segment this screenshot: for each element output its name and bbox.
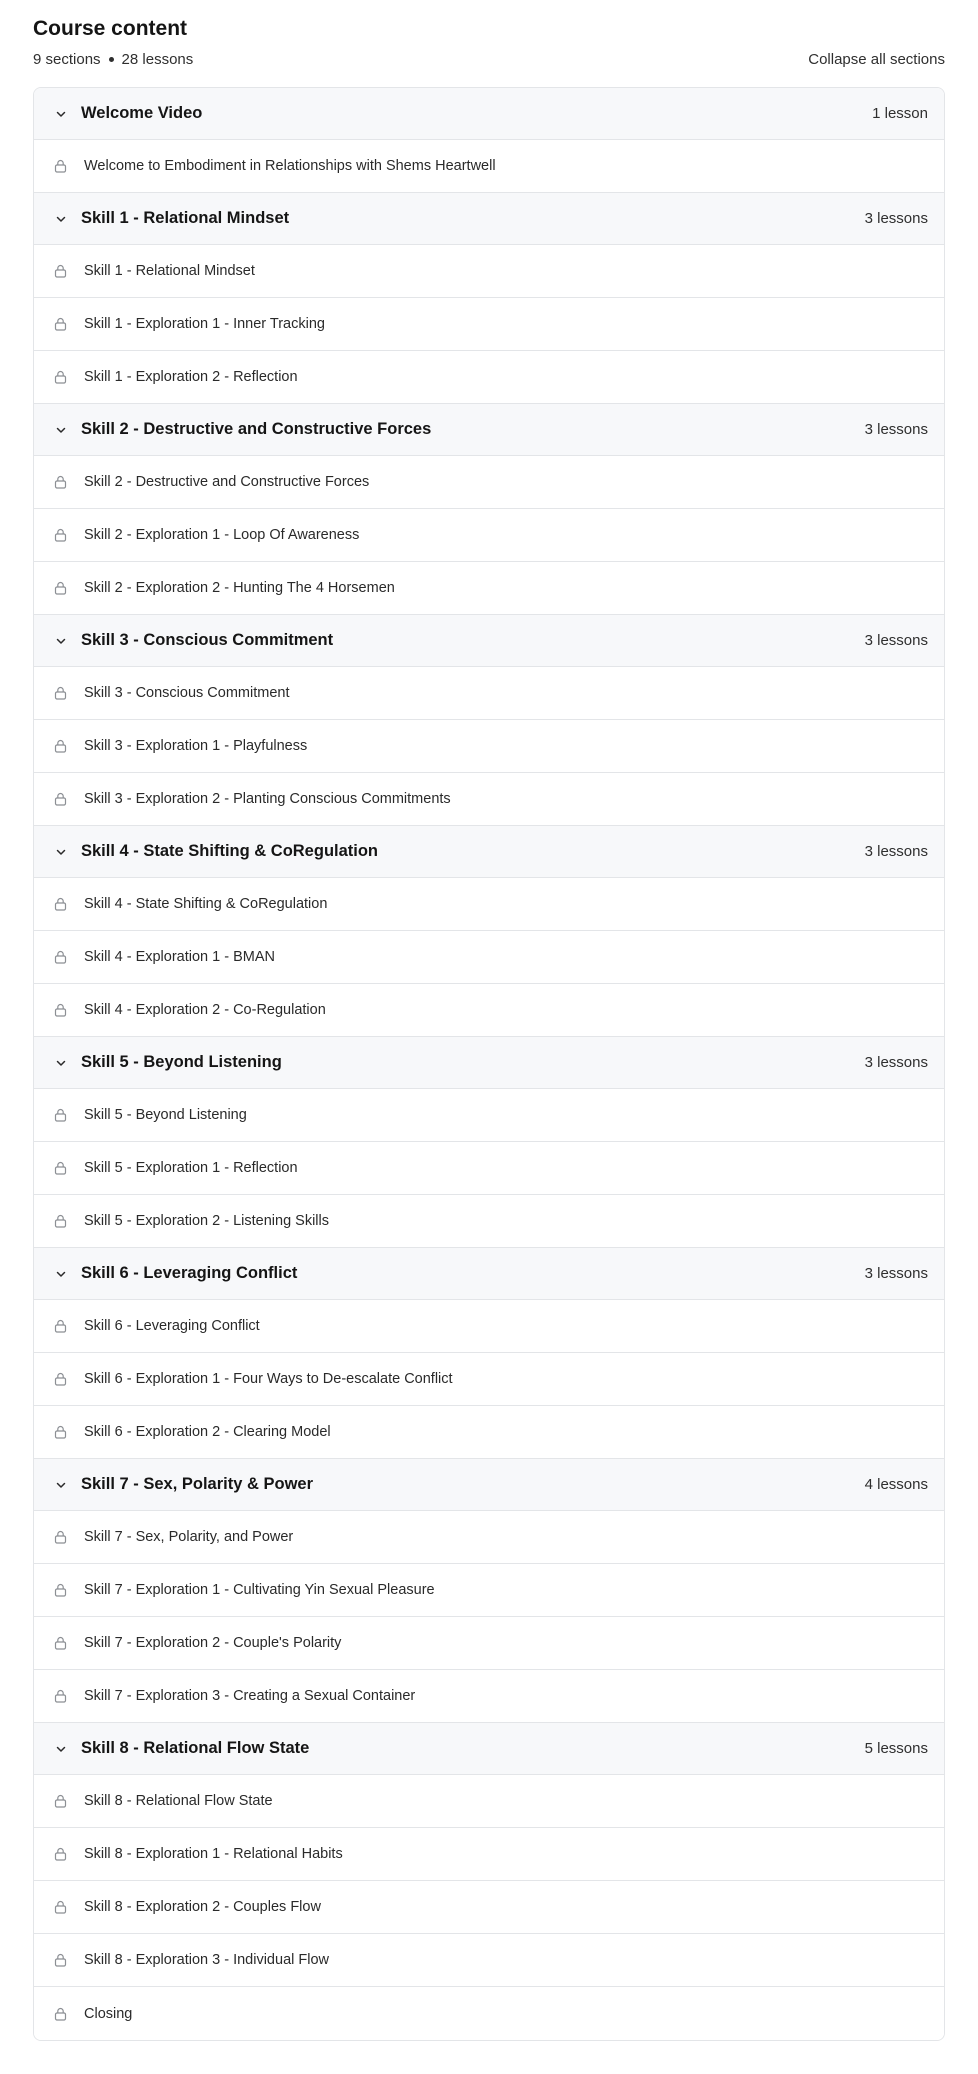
lesson-item[interactable] xyxy=(34,773,944,826)
lesson-title: Skill 5 - Exploration 2 - Listening Skills xyxy=(84,1213,329,1229)
lock-icon xyxy=(53,686,67,700)
lesson-title: Skill 8 - Exploration 3 - Individual Flow xyxy=(84,1952,329,1968)
lesson-title: Skill 8 - Exploration 2 - Couples Flow xyxy=(84,1899,321,1915)
lock-icon xyxy=(53,475,67,489)
lock-icon xyxy=(53,1319,67,1333)
lock-icon xyxy=(53,1161,67,1175)
lock-icon xyxy=(53,159,67,173)
section-lesson-count: 3 lessons xyxy=(864,843,928,860)
lock-icon xyxy=(53,1425,67,1439)
chevron-down-icon xyxy=(54,423,68,437)
section-header-6[interactable] xyxy=(34,1037,944,1089)
chevron-down-icon xyxy=(54,1267,68,1281)
lesson-title: Skill 7 - Exploration 2 - Couple's Polarity xyxy=(84,1635,342,1651)
lesson-item[interactable] xyxy=(34,351,944,404)
lesson-item[interactable] xyxy=(34,298,944,351)
lesson-title: Skill 1 - Relational Mindset xyxy=(84,263,255,279)
lesson-title: Skill 4 - Exploration 2 - Co-Regulation xyxy=(84,1002,326,1018)
section-lesson-count: 5 lessons xyxy=(864,1740,928,1757)
section-title: Skill 5 - Beyond Listening xyxy=(81,1053,282,1071)
chevron-down-icon xyxy=(54,1742,68,1756)
collapse-all-sections-button[interactable]: Collapse all sections xyxy=(808,50,945,68)
sections-panel xyxy=(33,87,945,2041)
section-header-8[interactable] xyxy=(34,1459,944,1511)
chevron-down-icon xyxy=(54,107,68,121)
lesson-title: Skill 1 - Exploration 2 - Reflection xyxy=(84,369,298,385)
lesson-title: Skill 3 - Conscious Commitment xyxy=(84,685,290,701)
lock-icon xyxy=(53,1847,67,1861)
section-lesson-count: 3 lessons xyxy=(864,1054,928,1071)
section-lesson-count: 3 lessons xyxy=(864,210,928,227)
chevron-down-icon xyxy=(54,634,68,648)
lesson-title: Skill 7 - Exploration 1 - Cultivating Yin Sexual Pleasure xyxy=(84,1582,435,1598)
lesson-title: Skill 1 - Exploration 1 - Inner Tracking xyxy=(84,316,325,332)
lesson-item[interactable] xyxy=(34,667,944,720)
lessons-count: 28 lessons xyxy=(121,50,194,68)
lesson-title: Skill 5 - Exploration 1 - Reflection xyxy=(84,1160,298,1176)
section-header-9[interactable] xyxy=(34,1723,944,1775)
lesson-title: Skill 4 - State Shifting & CoRegulation xyxy=(84,896,328,912)
page-title: Course content xyxy=(33,17,188,40)
lesson-item[interactable] xyxy=(34,720,944,773)
section-lesson-count: 3 lessons xyxy=(864,1265,928,1282)
section-title: Skill 7 - Sex, Polarity & Power xyxy=(81,1475,314,1493)
section-header-1[interactable] xyxy=(34,88,944,140)
lesson-title: Skill 6 - Leveraging Conflict xyxy=(84,1318,260,1334)
lesson-item[interactable] xyxy=(34,1511,944,1564)
lock-icon xyxy=(53,1689,67,1703)
lock-icon xyxy=(53,317,67,331)
lesson-title: Skill 2 - Destructive and Constructive Forces xyxy=(84,474,370,490)
chevron-down-icon xyxy=(54,212,68,226)
chevron-down-icon xyxy=(54,845,68,859)
lesson-title: Skill 7 - Exploration 3 - Creating a Sexual Container xyxy=(84,1688,416,1704)
section-header-3[interactable] xyxy=(34,404,944,456)
lock-icon xyxy=(53,897,67,911)
lock-icon xyxy=(53,792,67,806)
section-title: Welcome Video xyxy=(81,104,203,122)
section-title: Skill 1 - Relational Mindset xyxy=(81,209,290,227)
lock-icon xyxy=(53,1214,67,1228)
lesson-title: Skill 4 - Exploration 1 - BMAN xyxy=(84,949,275,965)
section-title: Skill 4 - State Shifting & CoRegulation xyxy=(81,842,379,860)
lesson-item[interactable] xyxy=(34,1775,944,1828)
lesson-title: Skill 8 - Exploration 1 - Relational Habits xyxy=(84,1846,343,1862)
lock-icon xyxy=(53,1900,67,1914)
lesson-item[interactable] xyxy=(34,1564,944,1617)
lesson-item[interactable] xyxy=(34,1934,944,1987)
chevron-down-icon xyxy=(54,1056,68,1070)
lock-icon xyxy=(53,264,67,278)
lesson-item[interactable] xyxy=(34,1089,944,1142)
lesson-title: Skill 6 - Exploration 1 - Four Ways to De-escalate Conflict xyxy=(84,1371,453,1387)
lesson-title: Closing xyxy=(84,2005,133,2022)
lock-icon xyxy=(53,950,67,964)
lock-icon xyxy=(53,1794,67,1808)
lesson-title: Skill 6 - Exploration 2 - Clearing Model xyxy=(84,1424,331,1440)
lock-icon xyxy=(53,1583,67,1597)
lesson-item[interactable] xyxy=(34,1142,944,1195)
course-summary xyxy=(33,51,193,68)
lock-icon xyxy=(53,2007,67,2021)
lesson-item[interactable] xyxy=(34,140,944,193)
section-lesson-count: 3 lessons xyxy=(864,632,928,649)
lock-icon xyxy=(53,739,67,753)
lesson-item[interactable] xyxy=(34,931,944,984)
lesson-item[interactable] xyxy=(34,1881,944,1934)
lesson-item[interactable] xyxy=(34,1828,944,1881)
section-header-4[interactable] xyxy=(34,615,944,667)
lesson-item[interactable] xyxy=(34,1300,944,1353)
lock-icon xyxy=(53,581,67,595)
section-title: Skill 3 - Conscious Commitment xyxy=(81,631,334,649)
lesson-item[interactable] xyxy=(34,456,944,509)
lesson-item[interactable] xyxy=(34,1987,944,2040)
lesson-item[interactable] xyxy=(34,1670,944,1723)
lesson-title: Skill 8 - Relational Flow State xyxy=(84,1793,273,1809)
lesson-item[interactable] xyxy=(34,509,944,562)
sections-count: 9 sections xyxy=(33,50,101,68)
lock-icon xyxy=(53,1372,67,1386)
lock-icon xyxy=(53,1953,67,1967)
lock-icon xyxy=(53,1108,67,1122)
course-meta-row xyxy=(33,48,945,70)
lock-icon xyxy=(53,1636,67,1650)
lesson-title: Skill 2 - Exploration 2 - Hunting The 4 Horsemen xyxy=(84,580,395,596)
lock-icon xyxy=(53,1530,67,1544)
section-header-7[interactable] xyxy=(34,1248,944,1300)
section-lesson-count: 4 lessons xyxy=(864,1476,928,1493)
section-lesson-count: 1 lesson xyxy=(872,105,928,122)
lesson-item[interactable] xyxy=(34,562,944,615)
lesson-item[interactable] xyxy=(34,1195,944,1248)
lock-icon xyxy=(53,528,67,542)
lesson-title: Skill 7 - Sex, Polarity, and Power xyxy=(84,1529,294,1545)
lesson-item[interactable] xyxy=(34,1353,944,1406)
lesson-title: Skill 2 - Exploration 1 - Loop Of Awareness xyxy=(84,527,360,543)
lesson-title: Skill 5 - Beyond Listening xyxy=(84,1107,247,1123)
lesson-title: Skill 3 - Exploration 2 - Planting Conscious Commitments xyxy=(84,791,451,807)
lock-icon xyxy=(53,370,67,384)
lock-icon xyxy=(53,1003,67,1017)
lesson-item[interactable] xyxy=(34,984,944,1037)
section-lesson-count: 3 lessons xyxy=(864,421,928,438)
section-title: Skill 6 - Leveraging Conflict xyxy=(81,1264,298,1282)
section-title: Skill 8 - Relational Flow State xyxy=(81,1739,310,1757)
lesson-item[interactable] xyxy=(34,1617,944,1670)
lesson-title: Welcome to Embodiment in Relationships with Shems Heartwell xyxy=(84,158,496,174)
section-header-5[interactable] xyxy=(34,826,944,878)
chevron-down-icon xyxy=(54,1478,68,1492)
lesson-item[interactable] xyxy=(34,1406,944,1459)
section-title: Skill 2 - Destructive and Constructive Forces xyxy=(81,420,432,438)
lesson-item[interactable] xyxy=(34,878,944,931)
lesson-title: Skill 3 - Exploration 1 - Playfulness xyxy=(84,738,308,754)
separator-dot xyxy=(109,57,114,62)
section-header-2[interactable] xyxy=(34,193,944,245)
lesson-item[interactable] xyxy=(34,245,944,298)
